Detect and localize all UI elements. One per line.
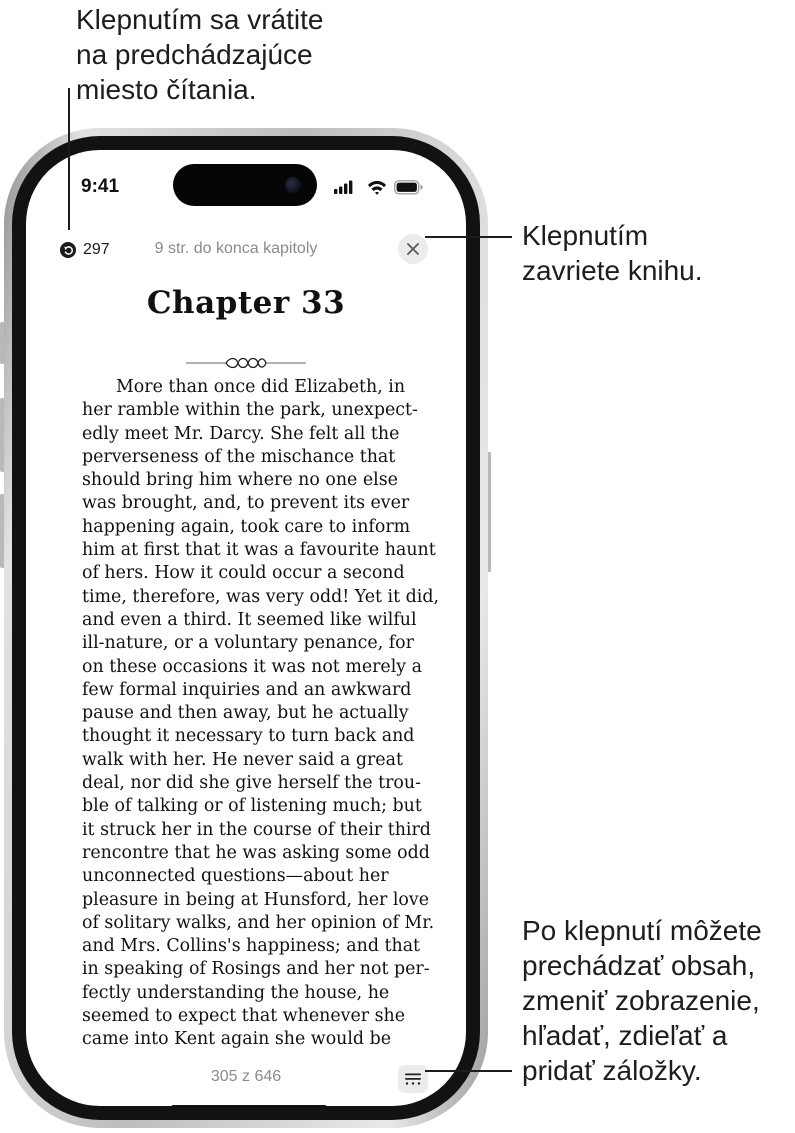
text-line: rencontre that he was asking some odd xyxy=(82,842,430,863)
leader-line-menu xyxy=(425,1070,512,1072)
text-line: was brought, and, to prevent its ever xyxy=(82,493,410,514)
callout-back-line: Klepnutím sa vrátite xyxy=(76,4,324,35)
text-line: of solitary walks, and her opinion of Mr. xyxy=(82,912,435,933)
text-line: of hers. How it could occur a second xyxy=(82,563,405,584)
callout-menu-line: Po klepnutí môžete xyxy=(522,915,762,946)
wifi-icon xyxy=(368,181,386,195)
text-line: few formal inquiries and an awkward xyxy=(82,679,412,700)
text-line: unconnected questions—about her xyxy=(82,866,389,887)
text-line: fectly understanding the house, he xyxy=(82,982,390,1003)
text-line: thought it necessary to turn back and xyxy=(82,726,415,747)
callout-close-line: zavriete knihu. xyxy=(522,255,703,286)
battery-icon xyxy=(395,181,423,194)
chapter-title: Chapter 33 xyxy=(146,285,346,321)
pages-left-label: 9 str. do konca kapitoly xyxy=(154,240,318,257)
phone-screen xyxy=(26,150,466,1106)
callout-back xyxy=(76,2,323,107)
back-to-location-button[interactable] xyxy=(60,238,110,262)
back-page-number: 297 xyxy=(83,241,110,258)
dynamic-island xyxy=(173,164,317,206)
callout-menu xyxy=(522,913,762,1088)
callout-menu-line: pridať záložky. xyxy=(522,1055,702,1086)
text-line: it struck her in the course of their third xyxy=(82,819,431,840)
text-line: ble of talking or of listening much; but xyxy=(82,796,422,817)
text-line: seemed to expect that whenever she xyxy=(82,1006,406,1027)
text-line: should bring him where no one else xyxy=(82,470,398,491)
text-line: her ramble within the park, unexpect- xyxy=(82,400,418,421)
text-line: deal, nor did she give herself the trou- xyxy=(82,773,421,794)
text-line: happening again, took care to inform xyxy=(82,516,411,537)
close-icon xyxy=(406,242,420,256)
phone-bezel xyxy=(12,136,480,1120)
callout-back-line: miesto čítania. xyxy=(76,74,257,105)
callout-menu-line: prechádzať obsah, xyxy=(522,950,756,981)
callout-close-line: Klepnutím xyxy=(522,220,649,251)
text-line: More than once did Elizabeth, in xyxy=(116,377,406,397)
chapter-text xyxy=(82,376,442,1052)
leader-line-back xyxy=(68,88,70,230)
callout-menu-line: hľadať, zdieľať a xyxy=(522,1020,728,1051)
phone-frame xyxy=(4,128,488,1128)
callout-menu-line: zmeniť zobrazenie, xyxy=(522,985,760,1016)
home-indicator xyxy=(171,1105,327,1106)
text-line: ill-nature, or a voluntary penance, for xyxy=(82,633,414,654)
text-line: came into Kent again she would be xyxy=(82,1029,392,1050)
status-time: 9:41 xyxy=(81,176,120,197)
page-indicator: 305 z 646 xyxy=(210,1068,282,1085)
menu-icon xyxy=(404,1072,422,1086)
text-line: on these occasions it was not merely a xyxy=(82,656,422,677)
text-line: him at first that it was a favourite haunt xyxy=(82,540,436,561)
text-line: in speaking of Rosings and her not per- xyxy=(82,959,430,980)
close-book-button[interactable] xyxy=(398,234,428,264)
text-line: perverseness of the mischance that xyxy=(82,446,396,467)
camera-icon xyxy=(285,177,301,193)
text-line: time, therefore, was very odd! Yet it did, xyxy=(82,586,439,607)
callout-close xyxy=(522,218,703,288)
text-line: edly meet Mr. Darcy. She felt all the xyxy=(82,423,400,444)
reader-menu-button[interactable] xyxy=(398,1065,428,1093)
status-icons xyxy=(334,179,424,195)
chapter-ornament-icon xyxy=(186,356,306,370)
cellular-signal-icon xyxy=(334,181,352,195)
text-line: and Mrs. Collins's happiness; and that xyxy=(82,936,421,957)
text-line: pause and then away, but he actually xyxy=(82,703,409,724)
back-arrow-icon xyxy=(60,242,76,258)
text-line: pleasure in being at Hunsford, her love xyxy=(82,889,430,910)
callout-back-line: na predchádzajúce xyxy=(76,39,313,70)
text-line: and even a third. It seemed like wilful xyxy=(82,609,417,630)
leader-line-close xyxy=(425,236,512,238)
text-line: walk with her. He never said a great xyxy=(82,749,403,770)
